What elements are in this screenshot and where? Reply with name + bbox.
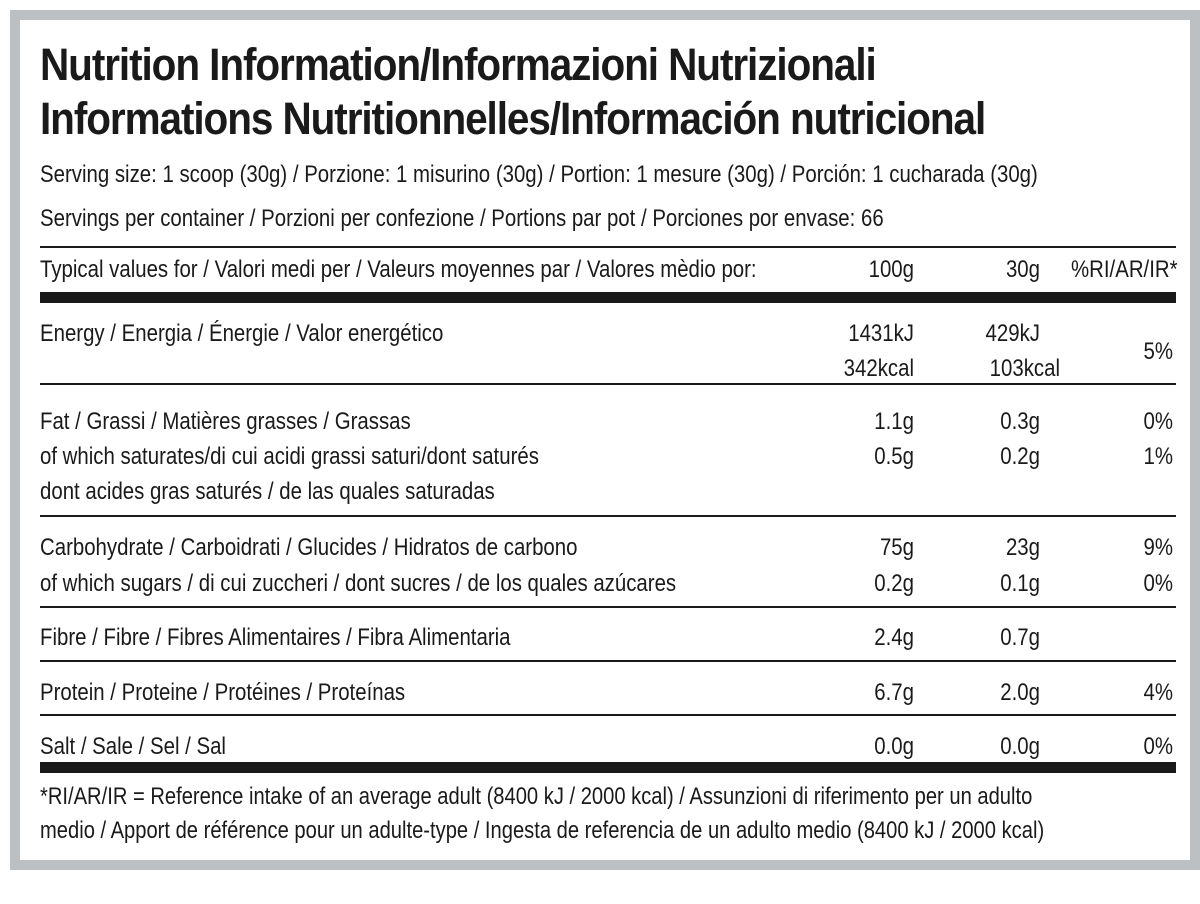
table-header-100g: 100g xyxy=(868,256,914,283)
row-divider xyxy=(40,714,1176,716)
footer-thick-divider xyxy=(40,762,1176,773)
protein-ri: 4% xyxy=(1143,679,1173,706)
saturates-ri: 1% xyxy=(1143,443,1173,470)
protein-label: Protein / Proteine / Protéines / Proteínas xyxy=(40,679,406,706)
serving-size: Serving size: 1 scoop (30g) / Porzione: 1 misurino (30g) / Portion: 1 mesure (30g) / Porción: 1 cucharada (30g) xyxy=(40,161,1038,188)
saturates-label-line-2: dont acides gras saturés / de las quales saturadas xyxy=(40,478,495,505)
footnote-line-2: medio / Apport de référence pour un adulte-type / Ingesta de referencia de un adulto medio (8400 kJ / 2000 kcal) xyxy=(40,817,1045,844)
fat-100g: 1.1g xyxy=(874,408,914,435)
salt-label: Salt / Sale / Sel / Sal xyxy=(40,733,226,760)
fibre-100g: 2.4g xyxy=(874,624,914,651)
servings-per-container: Servings per container / Porzioni per confezione / Portions par pot / Porciones por envase: 66 xyxy=(40,205,884,232)
sugars-ri: 0% xyxy=(1143,570,1173,597)
label-header xyxy=(40,20,1176,146)
saturates-label-line-1: of which saturates/di cui acidi grassi saturi/dont saturés xyxy=(40,443,539,470)
fat-label: Fat / Grassi / Matières grasses / Grassas xyxy=(40,408,411,435)
footnote xyxy=(40,780,1044,848)
saturates-30g: 0.2g xyxy=(1000,443,1040,470)
carbohydrate-label: Carbohydrate / Carboidrati / Glucides / Hidratos de carbono xyxy=(40,534,578,561)
salt-ri: 0% xyxy=(1143,733,1173,760)
energy-ri: 5% xyxy=(1143,338,1173,365)
table-header-ri: %RI/AR/IR* xyxy=(1071,256,1178,283)
header-thick-divider xyxy=(40,292,1176,303)
fat-ri: 0% xyxy=(1143,408,1173,435)
row-divider xyxy=(40,606,1176,608)
energy-100g-kcal: 342kcal xyxy=(843,355,914,382)
row-divider xyxy=(40,660,1176,662)
salt-100g: 0.0g xyxy=(874,733,914,760)
protein-100g: 6.7g xyxy=(874,679,914,706)
fat-30g: 0.3g xyxy=(1000,408,1040,435)
divider xyxy=(40,246,1176,248)
fibre-label: Fibre / Fibre / Fibres Alimentaires / Fibra Alimentaria xyxy=(40,624,511,651)
protein-30g: 2.0g xyxy=(1000,679,1040,706)
row-divider xyxy=(40,383,1176,385)
energy-100g-kj: 1431kJ xyxy=(848,320,914,347)
fibre-30g: 0.7g xyxy=(1000,624,1040,651)
carbohydrate-ri: 9% xyxy=(1143,534,1173,561)
energy-30g-kcal: 103kcal xyxy=(989,355,1060,382)
title-line-1: Nutrition Information/Informazioni Nutrizionali xyxy=(40,39,876,90)
energy-30g-kj: 429kJ xyxy=(985,320,1040,347)
carbohydrate-100g: 75g xyxy=(879,534,914,561)
table-header-30g: 30g xyxy=(1005,256,1040,283)
footnote-line-1: *RI/AR/IR = Reference intake of an average adult (8400 kJ / 2000 kcal) / Assunzioni di riferimento per un adulto xyxy=(40,783,1033,810)
title-line-2: Informations Nutritionnelles/Información nutricional xyxy=(40,93,986,144)
nutrition-label-panel xyxy=(10,10,1200,870)
sugars-100g: 0.2g xyxy=(874,570,914,597)
salt-30g: 0.0g xyxy=(1000,733,1040,760)
energy-label: Energy / Energia / Énergie / Valor energético xyxy=(40,320,444,347)
row-divider xyxy=(40,515,1176,517)
saturates-100g: 0.5g xyxy=(874,443,914,470)
carbohydrate-30g: 23g xyxy=(1005,534,1040,561)
sugars-30g: 0.1g xyxy=(1000,570,1040,597)
sugars-label: of which sugars / di cui zuccheri / dont sucres / de los quales azúcares xyxy=(40,570,677,597)
table-header-label: Typical values for / Valori medi per / Valeurs moyennes par / Valores mèdio por: xyxy=(40,256,757,283)
